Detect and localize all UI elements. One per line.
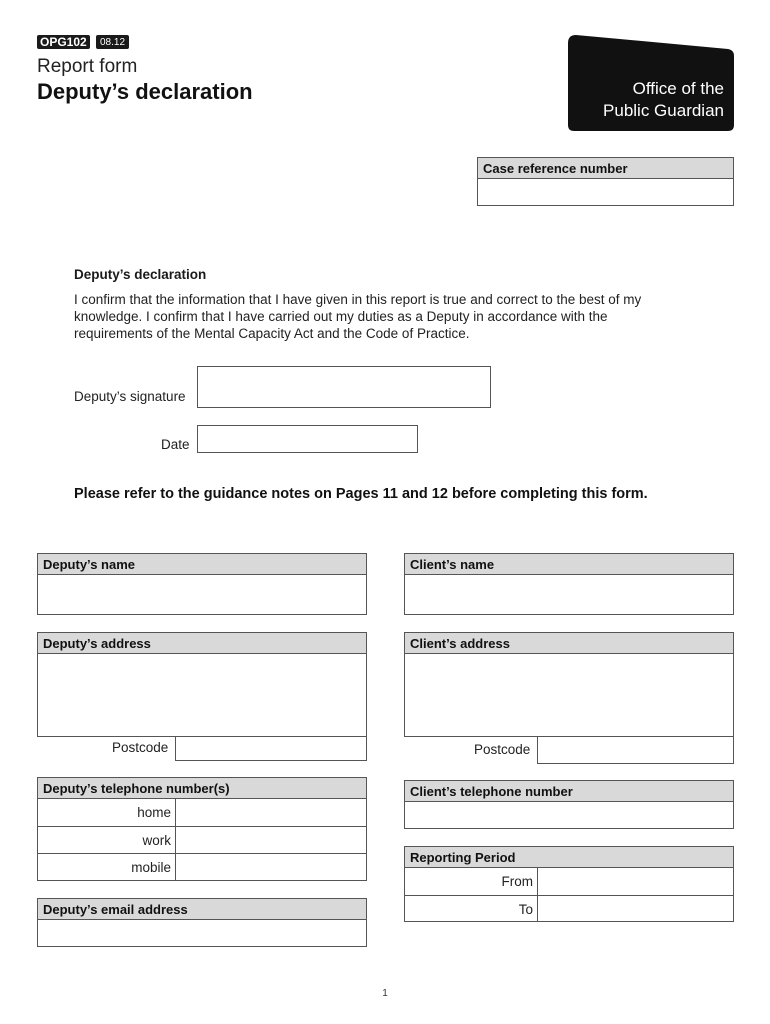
client-postcode-label: Postcode	[474, 742, 531, 757]
client-name-box	[404, 553, 734, 615]
client-name-label: Client’s name	[405, 554, 733, 575]
deputy-phone-row-mobile	[38, 853, 366, 880]
reporting-to-field[interactable]	[538, 896, 733, 922]
deputy-email-label: Deputy’s email address	[38, 899, 366, 920]
reporting-to-row	[405, 895, 733, 922]
client-postcode-field[interactable]	[537, 736, 734, 764]
deputy-name-box	[37, 553, 367, 615]
deputy-address-field[interactable]	[38, 654, 366, 736]
declaration-text: I confirm that the information that I have given in this report is true and correct to the best of my knowledge. I confirm that I have carried out my duties as a Deputy in accordance with the requirements of the Mental Capacity Act and the Code of Practice.	[74, 292, 642, 341]
signature-label: Deputy’s signature	[74, 389, 186, 404]
deputy-address-box	[37, 632, 367, 737]
client-phone-box	[404, 780, 734, 829]
deputy-name-label: Deputy’s name	[38, 554, 366, 575]
deputy-postcode-label: Postcode	[112, 740, 169, 755]
logo-line-2: Public Guardian	[603, 101, 724, 120]
deputy-postcode-field[interactable]	[175, 736, 367, 761]
phone-home-label: home	[38, 799, 176, 826]
reporting-period-label: Reporting Period	[405, 847, 733, 868]
reporting-from-field[interactable]	[538, 868, 733, 895]
deputy-email-box	[37, 898, 367, 947]
case-reference-label: Case reference number	[478, 158, 733, 179]
reporting-from-row	[405, 868, 733, 895]
page-title: Deputy’s declaration	[37, 79, 253, 104]
client-address-box	[404, 632, 734, 737]
phone-mobile-label: mobile	[38, 854, 176, 880]
client-phone-field[interactable]	[405, 802, 733, 828]
deputy-phone-label: Deputy’s telephone number(s)	[38, 778, 366, 799]
deputy-name-field[interactable]	[38, 575, 366, 614]
deputy-phone-row-work	[38, 826, 366, 853]
date-label: Date	[161, 437, 190, 452]
client-address-field[interactable]	[405, 654, 733, 736]
deputy-address-label: Deputy’s address	[38, 633, 366, 654]
date-field[interactable]	[197, 425, 418, 453]
reporting-from-label: From	[405, 868, 538, 895]
report-form-label: Report form	[37, 56, 138, 77]
form-code-badge: OPG102	[37, 35, 90, 49]
phone-home-field[interactable]	[176, 799, 366, 826]
page-number: 1	[382, 988, 388, 999]
case-reference-box	[477, 157, 734, 206]
logo-line-1: Office of the	[632, 79, 724, 98]
phone-work-field[interactable]	[176, 827, 366, 853]
case-reference-field[interactable]	[478, 179, 733, 205]
deputy-phone-box	[37, 777, 367, 881]
deputy-phone-row-home	[38, 799, 366, 826]
deputy-email-field[interactable]	[38, 920, 366, 946]
client-name-field[interactable]	[405, 575, 733, 614]
phone-work-label: work	[38, 827, 176, 853]
form-version-badge: 08.12	[96, 35, 129, 49]
logo-text	[579, 78, 724, 122]
signature-field[interactable]	[197, 366, 491, 408]
client-phone-label: Client’s telephone number	[405, 781, 733, 802]
client-address-label: Client’s address	[405, 633, 733, 654]
guidance-note: Please refer to the guidance notes on Pages 11 and 12 before completing this form.	[74, 486, 648, 502]
phone-mobile-field[interactable]	[176, 854, 366, 880]
reporting-to-label: To	[405, 896, 538, 922]
reporting-period-box	[404, 846, 734, 922]
declaration-heading: Deputy’s declaration	[74, 267, 207, 282]
